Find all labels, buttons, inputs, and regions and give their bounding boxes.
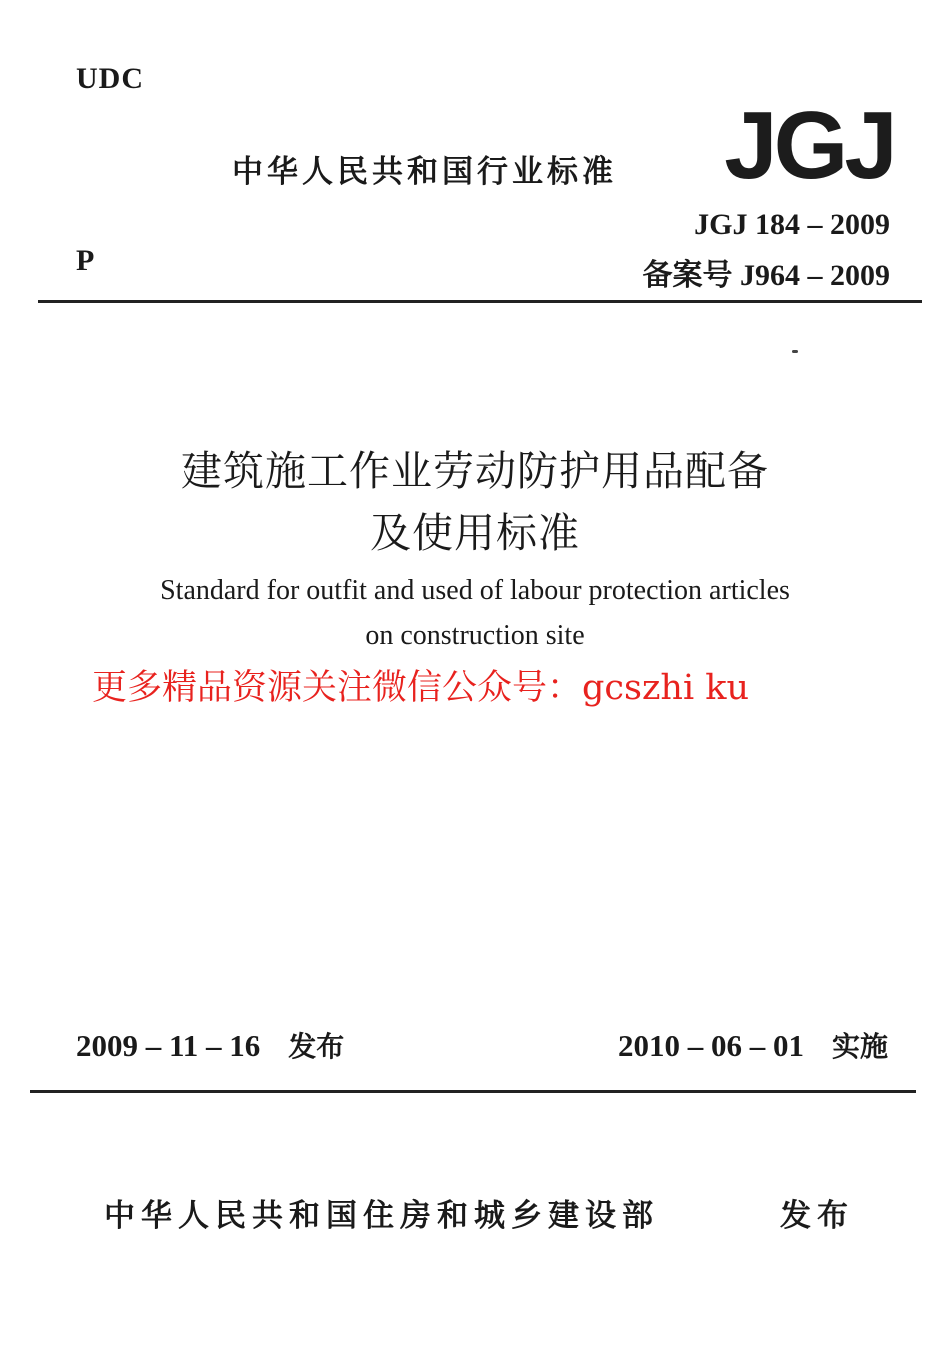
jgj-logo [722,96,897,188]
top-divider [38,300,922,303]
publishing-ministry: 中华人民共和国住房和城乡建设部 [104,1198,659,1234]
title-zh-line-1: 建筑施工作业劳动防护用品配备 [181,447,769,495]
implement-label: 实施 [831,1030,888,1063]
title-en-line-1: Standard for outfit and used of labour protection articles [160,575,790,606]
title-zh-line-2: 及使用标准 [370,509,580,557]
issue-date-group [76,1025,344,1065]
implement-date: 2010 – 06 – 01 [617,1028,804,1063]
implement-date-group [618,1025,888,1065]
issue-label: 发布 [288,1030,345,1063]
record-number: 备案号 J964 – 2009 [642,259,890,292]
standard-code: JGJ 184 – 2009 [694,208,890,241]
print-speck [792,350,798,353]
classification-letter: P [76,244,95,277]
industry-standard-heading: 中华人民共和国行业标准 [232,154,617,190]
issue-date: 2009 – 11 – 16 [76,1028,261,1063]
title-en-line-2: on construction site [365,620,585,651]
bottom-divider [30,1090,916,1093]
watermark-text: 更多精品资源关注微信公众号：gcszhi ku [92,668,750,708]
udc-label: UDC [76,62,144,95]
svg-text:JGJ: JGJ [724,96,894,188]
publish-label: 发布 [780,1198,854,1234]
